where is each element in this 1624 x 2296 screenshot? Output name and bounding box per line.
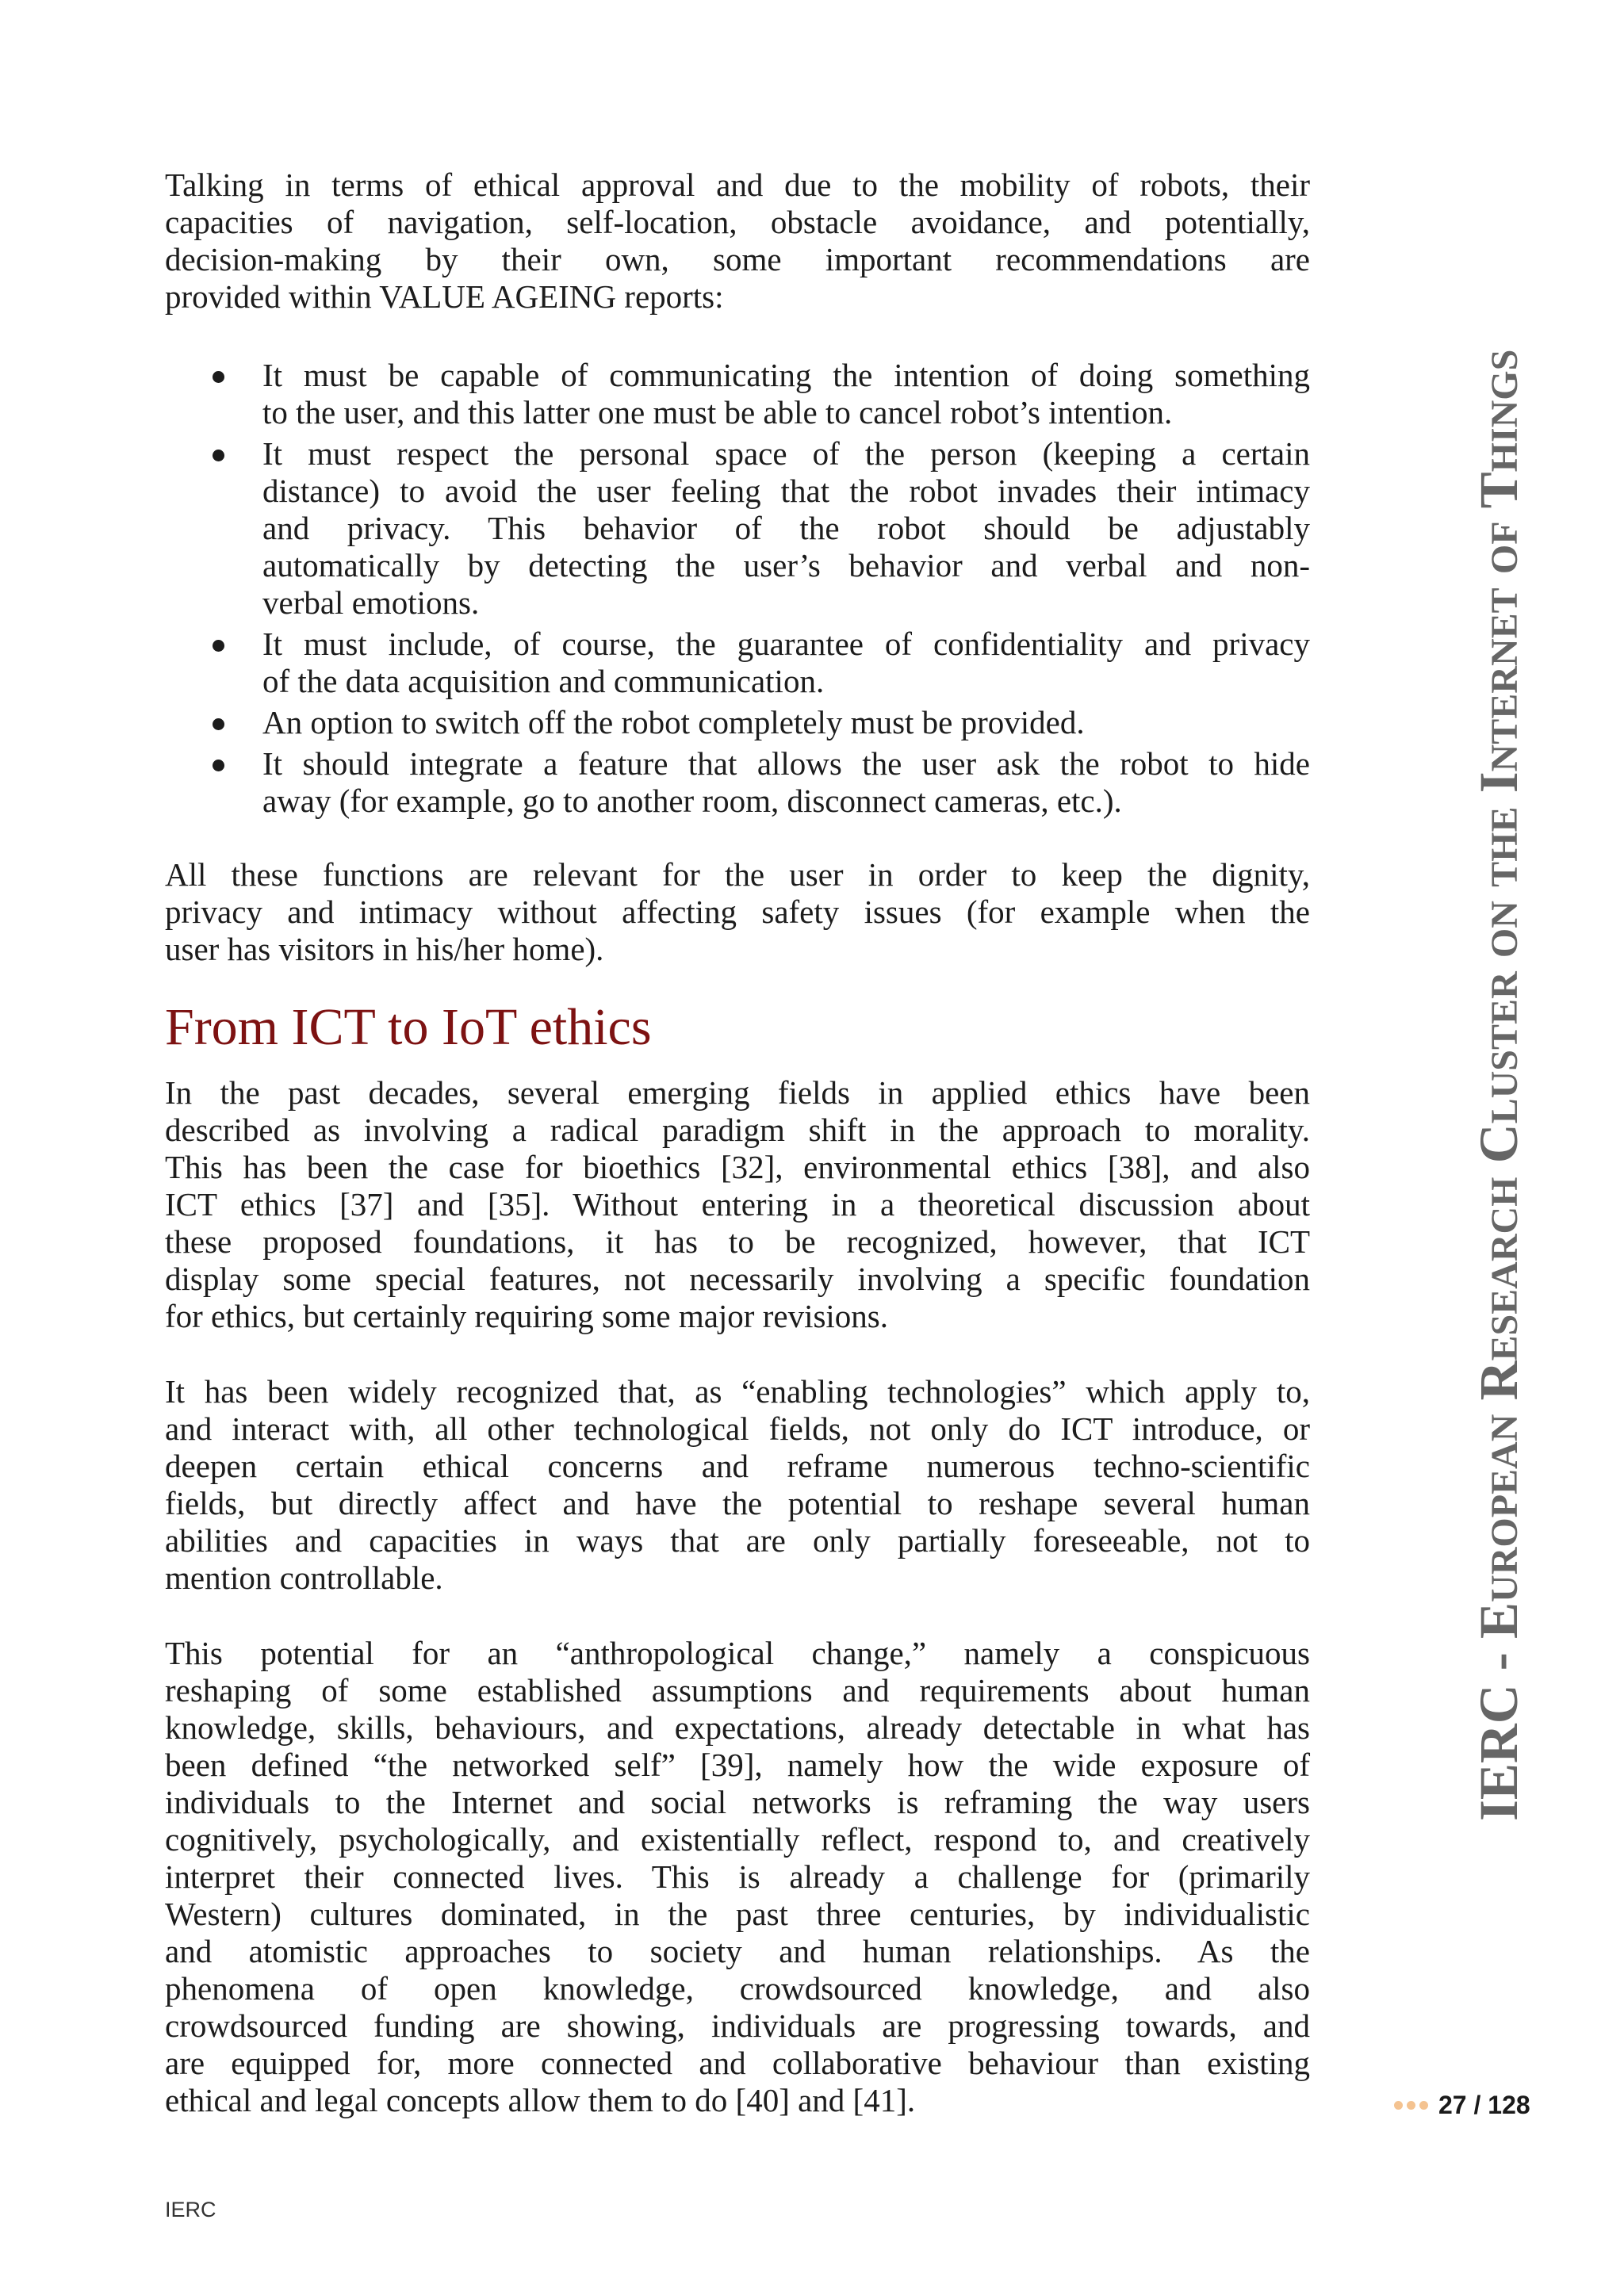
footer-label: IERC xyxy=(165,2198,216,2221)
text-line: away (for example, go to another room, disconnect cameras, etc.). xyxy=(262,783,1122,819)
bullet-item xyxy=(165,435,1310,622)
text-line: automatically by detecting the user’s behavior and verbal and non- xyxy=(262,547,1310,584)
text-line: these proposed foundations, it has to be recognized, however, that ICT xyxy=(165,1223,1310,1260)
text-line: fields, but directly affect and have the potential to reshape several human xyxy=(165,1485,1310,1521)
bullet-text xyxy=(262,704,1310,741)
bullet-icon xyxy=(213,371,224,383)
document-body xyxy=(165,166,1310,2119)
section-heading: From ICT to IoT ethics xyxy=(165,998,652,1056)
three-dots-icon xyxy=(1394,2101,1428,2110)
text-line: In the past decades, several emerging fields in applied ethics have been xyxy=(165,1074,1310,1111)
bullet-text xyxy=(262,435,1310,622)
bullet-item xyxy=(165,357,1310,431)
page-number xyxy=(1394,2090,1530,2120)
bullet-item xyxy=(165,745,1310,820)
text-line: capacities of navigation, self-location, obstacle avoidance, and potentially, xyxy=(165,204,1310,240)
text-line: user has visitors in his/her home). xyxy=(165,931,604,967)
paragraph xyxy=(165,166,1310,316)
paragraph xyxy=(165,1373,1310,1597)
text-line: ethical and legal concepts allow them to do [40] and [41]. xyxy=(165,2082,916,2118)
bullet-item xyxy=(165,626,1310,700)
text-line: of the data acquisition and communication. xyxy=(262,663,825,699)
bullet-text xyxy=(262,626,1310,700)
bullet-icon xyxy=(213,718,224,730)
bullet-list xyxy=(165,357,1310,820)
text-line: mention controllable. xyxy=(165,1559,443,1596)
text-line: knowledge, skills, behaviours, and expectations, already detectable in what has xyxy=(165,1709,1310,1746)
text-line: to the user, and this latter one must be able to cancel robot’s intention. xyxy=(262,394,1173,430)
text-line: This potential for an “anthropological change,” namely a conspicuous xyxy=(165,1635,1310,1671)
text-line: Western) cultures dominated, in the past three centuries, by individualistic xyxy=(165,1896,1310,1932)
text-line: It must be capable of communicating the intention of doing something xyxy=(262,357,1310,393)
paragraph xyxy=(165,1074,1310,1335)
text-line: privacy and intimacy without affecting safety issues (for example when the xyxy=(165,894,1310,930)
text-line: An option to switch off the robot completely must be provided. xyxy=(262,704,1085,740)
text-line: It should integrate a feature that allows the user ask the robot to hide xyxy=(262,745,1310,782)
text-line: decision-making by their own, some important recommendations are xyxy=(165,241,1310,277)
text-line: deepen certain ethical concerns and reframe numerous techno-scientific xyxy=(165,1448,1310,1484)
text-line: It has been widely recognized that, as “enabling technologies” which apply to, xyxy=(165,1373,1310,1410)
text-line: interpret their connected lives. This is already a challenge for (primarily xyxy=(165,1858,1310,1895)
text-line: and privacy. This behavior of the robot should be adjustably xyxy=(262,510,1310,546)
text-line: provided within VALUE AGEING reports: xyxy=(165,278,724,315)
text-line: It must include, of course, the guarantee of confidentiality and privacy xyxy=(262,626,1310,662)
text-line: Talking in terms of ethical approval and due to the mobility of robots, their xyxy=(165,166,1310,203)
text-line: been defined “the networked self” [39], namely how the wide exposure of xyxy=(165,1747,1310,1783)
text-line: All these functions are relevant for the user in order to keep the dignity, xyxy=(165,856,1310,893)
bullet-icon xyxy=(213,760,224,771)
text-line: This has been the case for bioethics [32], environmental ethics [38], and also xyxy=(165,1149,1310,1185)
text-line: and interact with, all other technological fields, not only do ICT introduce, or xyxy=(165,1410,1310,1447)
text-line: and atomistic approaches to society and human relationships. As the xyxy=(165,1933,1310,1969)
page-number-label: 27 / 128 xyxy=(1438,2091,1530,2119)
text-line: phenomena of open knowledge, crowdsourced knowledge, and also xyxy=(165,1970,1310,2007)
text-line: display some special features, not necessarily involving a specific foundation xyxy=(165,1261,1310,1297)
bullet-icon xyxy=(213,640,224,652)
bullet-item xyxy=(165,704,1310,741)
side-running-title: IERC - European Research Cluster on the Internet of Things xyxy=(1469,349,1529,1821)
paragraph xyxy=(165,856,1310,968)
text-line: reshaping of some established assumptions and requirements about human xyxy=(165,1672,1310,1709)
text-line: ICT ethics [37] and [35]. Without entering in a theoretical discussion about xyxy=(165,1186,1310,1223)
bullet-icon xyxy=(213,450,224,461)
text-line: abilities and capacities in ways that are only partially foreseeable, not to xyxy=(165,1522,1310,1559)
text-line: individuals to the Internet and social networks is reframing the way users xyxy=(165,1784,1310,1820)
text-line: verbal emotions. xyxy=(262,584,480,621)
text-line: cognitively, psychologically, and existentially reflect, respond to, and creatively xyxy=(165,1821,1310,1858)
text-line: crowdsourced funding are showing, individuals are progressing towards, and xyxy=(165,2007,1310,2044)
text-line: are equipped for, more connected and collaborative behaviour than existing xyxy=(165,2045,1310,2081)
text-line: for ethics, but certainly requiring some major revisions. xyxy=(165,1298,889,1334)
text-line: described as involving a radical paradigm shift in the approach to morality. xyxy=(165,1112,1310,1148)
bullet-text xyxy=(262,745,1310,820)
text-line: It must respect the personal space of the person (keeping a certain xyxy=(262,435,1310,472)
bullet-text xyxy=(262,357,1310,431)
text-line: distance) to avoid the user feeling that the robot invades their intimacy xyxy=(262,473,1310,509)
paragraph xyxy=(165,1635,1310,2119)
